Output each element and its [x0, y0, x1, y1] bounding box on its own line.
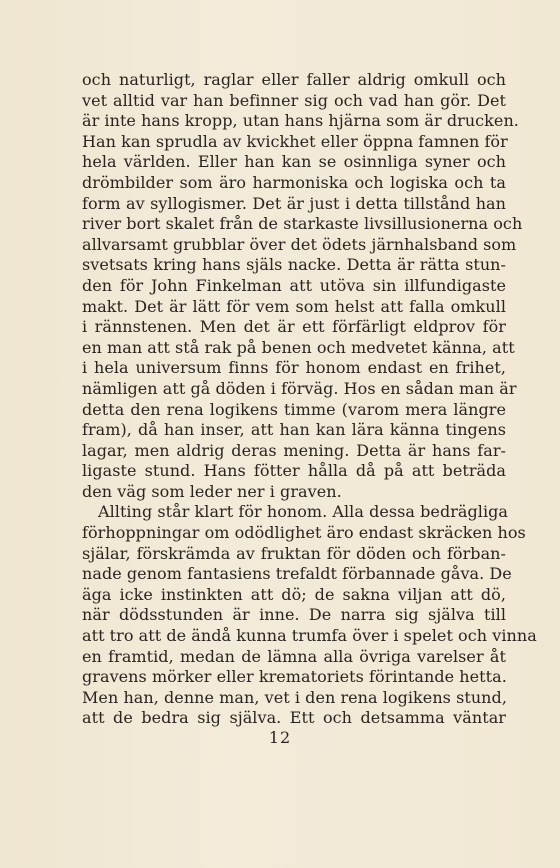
text-line: vet alltid var han befinner sig och vad han gör. Det [82, 90, 506, 110]
text-line: drömbilder som äro harmoniska och logiska och ta [82, 172, 506, 192]
text-line: allvarsamt grubblar över det ödets järnhalsband som [82, 234, 517, 254]
text-line: och naturligt, raglar eller faller aldrig omkull och [82, 70, 506, 89]
text-line: lagar, men aldrig deras mening. Detta är hans far- [82, 440, 506, 460]
text-line: hela världen. Eller han kan se osinnliga syner och [82, 152, 506, 172]
body-text [82, 70, 537, 729]
text-line: en man att stå rak på benen och medvetet känna, att [82, 337, 515, 357]
text-line: är inte hans kropp, utan hans hjärna som är drucken. [82, 111, 519, 131]
text-line: river bort skalet från de starkaste livsillusionerna och [82, 214, 523, 234]
text-line: nämligen att gå döden i förväg. Hos en sådan man är [82, 378, 517, 398]
text-line: i rännstenen. Men det är ett förfärligt eldprov för [82, 317, 506, 337]
text-line: själar, förskrämda av fruktan för döden och förban- [82, 543, 506, 563]
text-line: detta den rena logikens timme (varom mera längre [82, 399, 506, 419]
text-line: den för John Finkelman att utöva sin illfundigaste [82, 275, 506, 295]
text-line: att tro att de ändå kunna trumfa över i spelet och vinna [82, 626, 537, 646]
text-line: gravens mörker eller krematoriets förintande hetta. [82, 667, 507, 687]
text-line: förhoppningar om odödlighet äro endast skräcken hos [82, 523, 526, 543]
text-line-paragraph-start: Allting står klart för honom. Alla dessa bedrägliga [98, 502, 509, 522]
text-line: när dödsstunden är inne. De narra sig själva till [82, 605, 506, 625]
text-line: ligaste stund. Hans fötter hålla då på att beträda [82, 461, 506, 481]
text-line: svetsats kring hans själs nacke. Detta är rätta stun- [82, 255, 506, 275]
text-line: äga icke instinkten att dö; de sakna viljan att dö, [82, 584, 506, 604]
text-line: Han kan sprudla av kvickhet eller öppna famnen för [82, 131, 508, 151]
text-line-paragraph-end: den väg som leder ner i graven. [82, 481, 342, 501]
text-line: en framtid, medan de lämna alla övriga varelser åt [82, 646, 506, 666]
text-line: Men han, denne man, vet i den rena logikens stund, [82, 687, 507, 707]
text-line: i hela universum finns för honom endast en frihet, [82, 358, 506, 378]
page-number: 12 [268, 728, 292, 747]
text-line: form av syllogismer. Det är just i detta tillstånd han [82, 193, 506, 213]
text-line: fram), då han inser, att han kan lära känna tingens [82, 420, 506, 440]
text-line: att de bedra sig själva. Ett och detsamma väntar [82, 708, 506, 728]
text-line: nade genom fantasiens trefaldt förbannade gåva. De [82, 564, 512, 584]
text-line: makt. Det är lätt för vem som helst att falla omkull [82, 296, 506, 316]
